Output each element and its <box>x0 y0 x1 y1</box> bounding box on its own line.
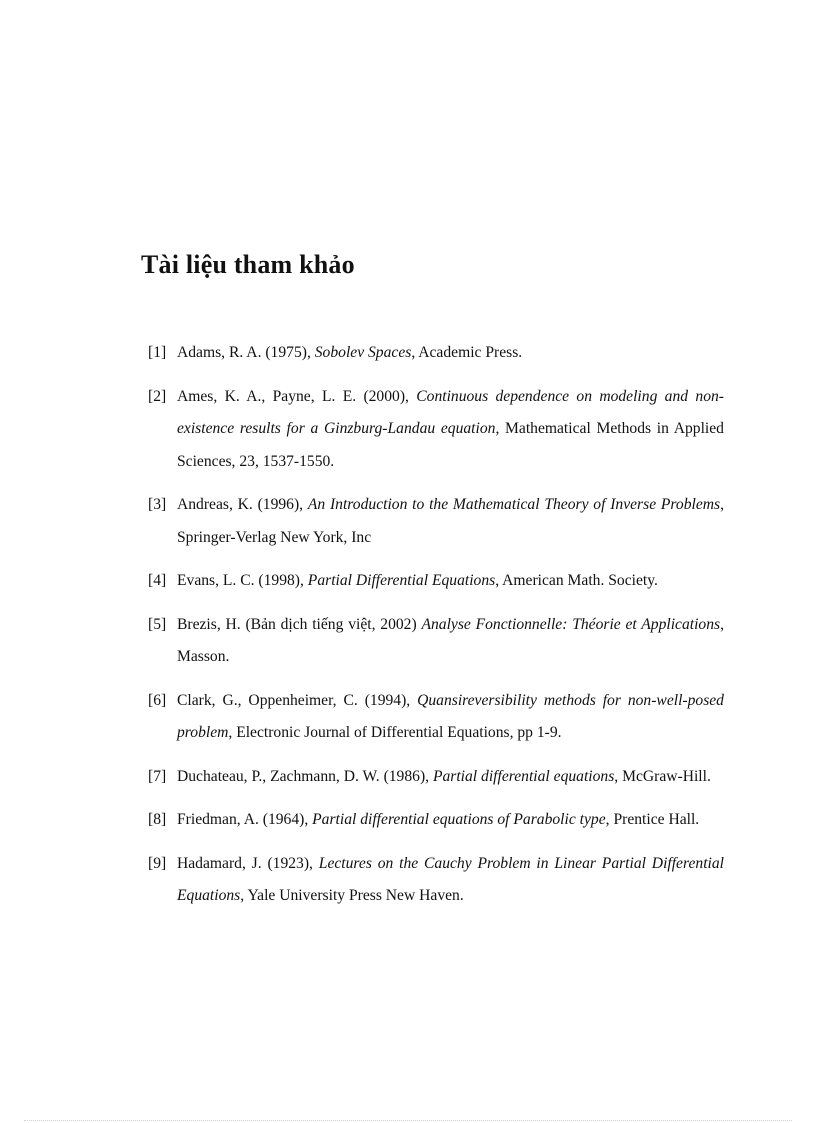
reference-publisher: , Yale University Press New Haven. <box>240 887 464 904</box>
page-title: Tài liệu tham khảo <box>141 250 355 279</box>
reference-authors: Brezis, H. (Bản dịch tiếng việt, 2002) <box>177 615 422 633</box>
reference-publisher: , Academic Press. <box>411 344 523 361</box>
reference-number: [3] <box>148 496 167 513</box>
reference-publisher: , Electronic Journal of Differential Equations, pp 1-9. <box>228 724 562 741</box>
reference-publisher: , Masson. <box>177 615 724 665</box>
reference-title: Continuous dependence on modeling and non-existence results for a Ginzburg-Landau equation <box>177 387 724 437</box>
reference-number: [8] <box>148 811 167 828</box>
reference-publisher: , Prentice Hall. <box>605 811 700 828</box>
reference-title: Lectures on the Cauchy Problem in Linear Partial Differential Equations <box>177 854 724 904</box>
reference-publisher: , Springer-Verlag New York, Inc <box>177 496 725 546</box>
reference-item-2 <box>148 381 724 479</box>
reference-title: Quansireversibility methods for non-well-posed problem <box>177 691 724 741</box>
reference-number: [1] <box>148 344 167 361</box>
reference-number: [6] <box>148 691 167 709</box>
reference-title: Analyse Fonctionnelle: Théorie et Applications <box>421 615 721 633</box>
reference-item-3 <box>148 489 724 554</box>
reference-item-9 <box>148 848 724 913</box>
reference-title: An Introduction to the Mathematical Theory of Inverse Problems <box>307 496 721 513</box>
reference-publisher: , McGraw-Hill. <box>614 767 711 785</box>
reference-authors: Duchateau, P., Zachmann, D. W. (1986), <box>177 767 433 785</box>
reference-item-5 <box>148 609 724 674</box>
reference-authors: Andreas, K. (1996), <box>177 496 308 513</box>
reference-publisher: , Mathematical Methods in Applied Sciences, 23, 1537-1550. <box>177 420 724 470</box>
reference-number: [2] <box>148 387 167 405</box>
reference-title: Partial Differential Equations <box>307 572 496 589</box>
page-bottom-divider <box>24 1120 792 1121</box>
reference-title: Partial differential equations <box>432 767 615 785</box>
reference-title: Sobolev Spaces <box>314 344 412 361</box>
reference-authors: Hadamard, J. (1923), <box>177 854 319 872</box>
reference-authors: Evans, L. C. (1998), <box>177 572 308 589</box>
reference-number: [4] <box>148 572 167 589</box>
reference-title: Partial differential equations of Parabolic type <box>312 811 606 828</box>
reference-number: [5] <box>148 615 167 633</box>
reference-item-8 <box>148 804 724 837</box>
reference-number: [7] <box>148 767 167 785</box>
reference-item-1 <box>148 337 724 370</box>
reference-number: [9] <box>148 854 167 872</box>
reference-authors: Friedman, A. (1964), <box>177 811 313 828</box>
reference-item-7 <box>148 761 724 794</box>
reference-authors: Ames, K. A., Payne, L. E. (2000), <box>177 387 417 405</box>
reference-authors: Adams, R. A. (1975), <box>177 344 315 361</box>
reference-item-6 <box>148 685 724 750</box>
reference-list <box>148 337 724 924</box>
reference-publisher: , American Math. Society. <box>495 572 658 589</box>
reference-authors: Clark, G., Oppenheimer, C. (1994), <box>177 691 418 709</box>
reference-item-4 <box>148 565 724 598</box>
